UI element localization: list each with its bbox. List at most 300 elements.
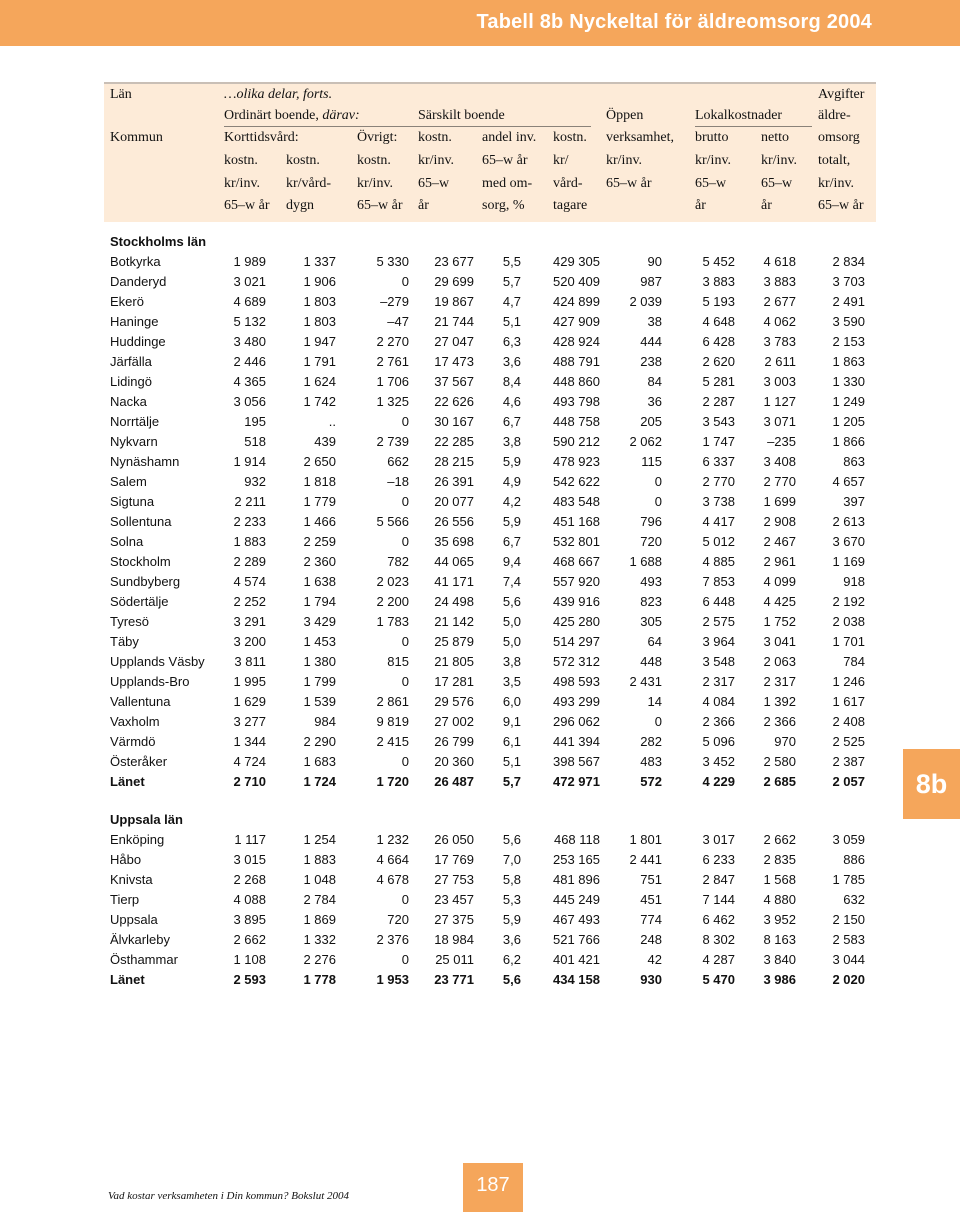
table-cell: 195	[244, 414, 266, 429]
table-cell: 451 168	[553, 514, 600, 529]
table-cell: 44 065	[434, 554, 474, 569]
kommun-name: Stockholm	[110, 554, 171, 569]
table-cell: 2 677	[763, 294, 796, 309]
header-c9r6: år	[761, 198, 772, 213]
header-c6r4: kr/	[553, 153, 569, 168]
table-cell: 1 117	[234, 832, 266, 847]
table-cell: 1 752	[763, 614, 796, 629]
table-cell: 2 761	[376, 354, 409, 369]
table-cell: 38	[647, 314, 662, 329]
table-cell: 3 840	[763, 952, 796, 967]
header-rule-lokal	[695, 126, 812, 127]
header-verksamhet: verksamhet,	[606, 130, 675, 145]
table-cell: 27 047	[434, 334, 474, 349]
table-cell: 27 375	[434, 912, 474, 927]
table-cell: 30 167	[434, 414, 474, 429]
kommun-name: Nacka	[110, 394, 147, 409]
table-cell: 84	[647, 374, 662, 389]
table-cell: 4 084	[702, 694, 735, 709]
table-cell: 1 914	[233, 454, 266, 469]
table-cell: 448 758	[553, 414, 600, 429]
table-cell: 2 200	[376, 594, 409, 609]
table-cell: 1 392	[763, 694, 796, 709]
header-ordinart	[224, 108, 360, 124]
header-c8r4: kr/inv.	[695, 153, 732, 168]
table-cell: 3,8	[502, 654, 521, 669]
table-cell: 3 003	[763, 374, 796, 389]
table-cell: 7 144	[702, 892, 735, 907]
kommun-name: Haninge	[110, 314, 159, 329]
kommun-name: Värmdö	[110, 734, 156, 749]
table-cell: 483	[640, 754, 662, 769]
table-cell: 26 391	[434, 474, 474, 489]
table-cell: 2 150	[832, 912, 865, 927]
table-cell: 3 670	[832, 534, 865, 549]
table-cell: 2 366	[763, 714, 796, 729]
table-cell: 2 580	[763, 754, 796, 769]
table-cell: 3 883	[702, 274, 735, 289]
table-cell: 2 431	[629, 674, 662, 689]
table-cell: 863	[843, 454, 865, 469]
kommun-name: Södertälje	[110, 594, 169, 609]
table-cell: 248	[640, 932, 662, 947]
table-cell: 3 277	[233, 714, 266, 729]
table-cell: 2 593	[233, 972, 266, 987]
table-cell: –235	[767, 434, 796, 449]
table-cell: 22 626	[434, 394, 474, 409]
table-cell: 720	[387, 912, 409, 927]
table-cell: 18 984	[434, 932, 474, 947]
table-cell: 0	[401, 892, 409, 907]
table-cell: 20 077	[434, 494, 474, 509]
table-cell: 557 920	[553, 574, 600, 589]
table-cell: 0	[401, 274, 409, 289]
table-cell: 7,4	[502, 574, 521, 589]
table-cell: 493	[640, 574, 662, 589]
table-cell: 9,4	[502, 554, 521, 569]
table-cell: 2 057	[832, 774, 865, 789]
table-cell: 987	[640, 274, 662, 289]
table-cell: 3 291	[233, 614, 266, 629]
header-kostn-a: kostn.	[418, 130, 452, 145]
table-cell: 2 290	[303, 734, 336, 749]
table-cell: 3 017	[702, 832, 735, 847]
header-c9r4: kr/inv.	[761, 153, 798, 168]
header-c7r4: kr/inv.	[606, 153, 643, 168]
table-cell: 3 895	[233, 912, 266, 927]
table-cell: 2 835	[763, 852, 796, 867]
group-header: Uppsala län	[110, 812, 183, 827]
header-c5r5: med om-	[482, 176, 533, 191]
table-cell: 4 657	[832, 474, 865, 489]
table-cell: 3 480	[233, 334, 266, 349]
table-cell: 514 297	[553, 634, 600, 649]
table-cell: 6 233	[702, 852, 735, 867]
header-c1r4: kostn.	[224, 153, 258, 168]
table-cell: 4 618	[763, 254, 796, 269]
table-cell: 9 819	[376, 714, 409, 729]
kommun-name: Nykvarn	[110, 434, 158, 449]
table-cell: 4 425	[763, 594, 796, 609]
kommun-name: Länet	[110, 774, 145, 789]
table-cell: 439	[314, 434, 336, 449]
table-cell: 1 791	[303, 354, 336, 369]
table-cell: 3 429	[303, 614, 336, 629]
table-cell: 8 163	[763, 932, 796, 947]
table-cell: 429 305	[553, 254, 600, 269]
kommun-name: Upplands-Bro	[110, 674, 190, 689]
table-cell: 1 127	[763, 394, 796, 409]
table-cell: 6,7	[502, 534, 521, 549]
table-cell: 478 923	[553, 454, 600, 469]
table-cell: 468 667	[553, 554, 600, 569]
table-cell: 930	[640, 972, 662, 987]
table-cell: 2 376	[376, 932, 409, 947]
table-cell: 1 720	[376, 774, 409, 789]
table-cell: 2 252	[233, 594, 266, 609]
table-cell: 0	[401, 414, 409, 429]
table-cell: 28 215	[434, 454, 474, 469]
table-cell: 498 593	[553, 674, 600, 689]
table-cell: 2 650	[303, 454, 336, 469]
table-cell: 2 063	[763, 654, 796, 669]
table-cell: 1 995	[233, 674, 266, 689]
header-oppen: Öppen	[606, 108, 644, 123]
table-cell: 7,0	[502, 852, 521, 867]
header-ordinart-darav: därav:	[322, 108, 360, 123]
table-cell: 0	[401, 674, 409, 689]
table-cell: 7 853	[702, 574, 735, 589]
table-cell: 1 883	[303, 852, 336, 867]
table-cell: 6,3	[502, 334, 521, 349]
table-cell: 3 041	[763, 634, 796, 649]
table-cell: 282	[640, 734, 662, 749]
table-cell: 1 783	[376, 614, 409, 629]
table-cell: 8 302	[702, 932, 735, 947]
table-cell: 1 617	[832, 694, 865, 709]
table-cell: 4 062	[763, 314, 796, 329]
table-cell: 2 491	[832, 294, 865, 309]
table-cell: 5 132	[233, 314, 266, 329]
header-c1r5: kr/inv.	[224, 176, 261, 191]
table-cell: 1 778	[303, 972, 336, 987]
table-cell: 253 165	[553, 852, 600, 867]
table-cell: 2 961	[763, 554, 796, 569]
table-cell: –18	[387, 474, 409, 489]
table-cell: 2 259	[303, 534, 336, 549]
table-cell: 1 048	[303, 872, 336, 887]
header-kostn-b: kostn.	[553, 130, 587, 145]
table-cell: 3 543	[702, 414, 735, 429]
table-cell: 483 548	[553, 494, 600, 509]
table-cell: 27 002	[434, 714, 474, 729]
table-cell: 5,7	[502, 274, 521, 289]
header-korttidsvard: Korttidsvård:	[224, 130, 299, 145]
table-cell: 815	[387, 654, 409, 669]
table-cell: 35 698	[434, 534, 474, 549]
table-cell: 20 360	[434, 754, 474, 769]
table-cell: 5,9	[502, 454, 521, 469]
table-cell: 1 801	[629, 832, 662, 847]
table-cell: 2 153	[832, 334, 865, 349]
table-cell: 1 989	[233, 254, 266, 269]
table-cell: 428 924	[553, 334, 600, 349]
table-cell: 0	[401, 952, 409, 967]
table-cell: 4 099	[763, 574, 796, 589]
table-cell: 532 801	[553, 534, 600, 549]
table-cell: 5,9	[502, 514, 521, 529]
table-cell: 782	[387, 554, 409, 569]
table-cell: 572 312	[553, 654, 600, 669]
kommun-name: Sigtuna	[110, 494, 155, 509]
table-cell: 41 171	[434, 574, 474, 589]
kommun-name: Huddinge	[110, 334, 166, 349]
table-cell: 9,1	[502, 714, 521, 729]
table-cell: 3 548	[702, 654, 735, 669]
header-c6r6: tagare	[553, 198, 588, 213]
table-cell: 2 270	[376, 334, 409, 349]
header-c2r6: dygn	[286, 198, 314, 213]
table-cell: 4 678	[376, 872, 409, 887]
table-cell: 424 899	[553, 294, 600, 309]
table-cell: 4,7	[502, 294, 521, 309]
table-cell: 2 446	[233, 354, 266, 369]
table-cell: 5 452	[702, 254, 735, 269]
table-cell: 518	[244, 434, 266, 449]
header-c2r5: kr/vård-	[286, 176, 332, 191]
table-cell: 2 317	[763, 674, 796, 689]
table-cell: 3 986	[763, 972, 796, 987]
table-cell: 3 452	[702, 754, 735, 769]
table-cell: 1 205	[832, 414, 865, 429]
table-cell: 1 794	[303, 594, 336, 609]
table-cell: 4 365	[233, 374, 266, 389]
header-c7r5: 65–w år	[606, 176, 652, 191]
header-andel-inv: andel inv.	[482, 130, 537, 145]
table-cell: 2 613	[832, 514, 865, 529]
kommun-name: Sollentuna	[110, 514, 172, 529]
kommun-name: Håbo	[110, 852, 142, 867]
table-cell: 796	[640, 514, 662, 529]
table-cell: 427 909	[553, 314, 600, 329]
table-cell: 26 556	[434, 514, 474, 529]
table-cell: 823	[640, 594, 662, 609]
table-cell: 632	[843, 892, 865, 907]
table-cell: 4 689	[233, 294, 266, 309]
table-cell: 2 415	[376, 734, 409, 749]
header-c8r6: år	[695, 198, 706, 213]
table-cell: 2 847	[702, 872, 735, 887]
kommun-name: Tyresö	[110, 614, 150, 629]
table-cell: 5,7	[502, 774, 521, 789]
table-cell: 3 056	[233, 394, 266, 409]
table-cell: 6,1	[502, 734, 521, 749]
table-cell: 3 883	[763, 274, 796, 289]
table-cell: 2 620	[702, 354, 735, 369]
table-cell: 590 212	[553, 434, 600, 449]
table-cell: 439 916	[553, 594, 600, 609]
table-cell: 3,5	[502, 674, 521, 689]
table-cell: 444	[640, 334, 662, 349]
table-cell: 1 803	[303, 314, 336, 329]
table-cell: 5 193	[702, 294, 735, 309]
header-brutto: brutto	[695, 130, 729, 145]
table-cell: 0	[401, 634, 409, 649]
table-cell: 1 629	[233, 694, 266, 709]
kommun-name: Vaxholm	[110, 714, 160, 729]
table-cell: 0	[654, 494, 662, 509]
table-cell: 2 611	[764, 354, 796, 369]
header-omsorg: omsorg	[818, 130, 860, 145]
table-cell: 305	[640, 614, 662, 629]
table-cell: 90	[647, 254, 662, 269]
table-cell: 5,0	[502, 634, 521, 649]
table-cell: 970	[774, 734, 796, 749]
header-c3r5: kr/inv.	[357, 176, 394, 191]
table-cell: 932	[244, 474, 266, 489]
table-cell: 2 834	[832, 254, 865, 269]
kommun-name: Östhammar	[110, 952, 178, 967]
table-cell: 115	[641, 454, 662, 469]
table-cell: 1 539	[303, 694, 336, 709]
header-rule-sarskilt	[418, 126, 588, 127]
table-cell: 0	[401, 754, 409, 769]
table-cell: 2 739	[376, 434, 409, 449]
table-cell: 2 366	[702, 714, 735, 729]
table-cell: 4,2	[502, 494, 521, 509]
table-cell: 397	[843, 494, 865, 509]
table-cell: 2 710	[233, 774, 266, 789]
table-cell: 1 747	[702, 434, 735, 449]
table-cell: 1 568	[763, 872, 796, 887]
table-cell: 1 742	[303, 394, 336, 409]
kommun-name: Norrtälje	[110, 414, 160, 429]
table-cell: 1 863	[832, 354, 865, 369]
table-cell: 4 885	[702, 554, 735, 569]
table-cell: 448	[640, 654, 662, 669]
header-c10r6: 65–w år	[818, 198, 864, 213]
header-c3r6: 65–w år	[357, 198, 403, 213]
table-cell: 2 662	[763, 832, 796, 847]
table-cell: 6 448	[702, 594, 735, 609]
table-cell: 5 566	[376, 514, 409, 529]
table-cell: 441 394	[553, 734, 600, 749]
header-olika-delar: …olika delar, forts.	[224, 87, 333, 102]
table-cell: 1 337	[303, 254, 336, 269]
table-cell: 2 387	[832, 754, 865, 769]
table-cell: 2 023	[376, 574, 409, 589]
table-cell: 21 142	[434, 614, 474, 629]
table-cell: 26 799	[434, 734, 474, 749]
table-cell: –47	[387, 314, 409, 329]
header-c4r4: kr/inv.	[418, 153, 455, 168]
table-cell: 26 487	[434, 774, 474, 789]
page-number: 187	[463, 1163, 523, 1212]
table-cell: 23 771	[434, 972, 474, 987]
table-cell: 2 317	[702, 674, 735, 689]
kommun-name: Sundbyberg	[110, 574, 181, 589]
kommun-name: Tierp	[110, 892, 140, 907]
table-cell: 3 200	[233, 634, 266, 649]
header-netto: netto	[761, 130, 789, 145]
table-cell: 5,8	[502, 872, 521, 887]
title-bar	[0, 0, 960, 46]
table-cell: 401 421	[553, 952, 600, 967]
table-cell: 205	[640, 414, 662, 429]
table-cell: 1 232	[376, 832, 409, 847]
table-cell: 1 624	[303, 374, 336, 389]
header-c1r6: 65–w år	[224, 198, 270, 213]
kommun-name: Knivsta	[110, 872, 153, 887]
table-cell: 1 906	[303, 274, 336, 289]
table-cell: 3 408	[763, 454, 796, 469]
table-cell: 1 683	[303, 754, 336, 769]
header-c10r5: kr/inv.	[818, 176, 855, 191]
table-cell: ..	[328, 414, 336, 429]
table-cell: 1 344	[233, 734, 266, 749]
table-cell: 64	[647, 634, 662, 649]
table-cell: 24 498	[434, 594, 474, 609]
table-cell: 14	[647, 694, 662, 709]
table-cell: 2 287	[702, 394, 735, 409]
table-cell: 1 325	[376, 394, 409, 409]
table-cell: 22 285	[434, 434, 474, 449]
table-cell: 1 785	[832, 872, 865, 887]
table-cell: 3,8	[502, 434, 521, 449]
table-cell: 1 947	[303, 334, 336, 349]
table-cell: 1 638	[303, 574, 336, 589]
table-cell: 1 869	[303, 912, 336, 927]
table-cell: 2 662	[233, 932, 266, 947]
table-cell: 2 276	[303, 952, 336, 967]
header-ovrigt: Övrigt:	[357, 130, 398, 145]
table-cell: 296 062	[553, 714, 600, 729]
table-cell: 6 462	[702, 912, 735, 927]
table-cell: 1 706	[376, 374, 409, 389]
table-cell: 1 803	[303, 294, 336, 309]
header-ordinart-text: Ordinärt boende,	[224, 108, 323, 123]
kommun-name: Österåker	[110, 754, 168, 769]
kommun-name: Nynäshamn	[110, 454, 180, 469]
table-cell: 1 330	[832, 374, 865, 389]
header-c4r5: 65–w	[418, 176, 450, 191]
table-cell: 4 574	[233, 574, 266, 589]
table-cell: 520 409	[553, 274, 600, 289]
table-cell: 2 685	[763, 774, 796, 789]
table-cell: 572	[640, 774, 662, 789]
header-sarskilt: Särskilt boende	[418, 108, 505, 123]
table-cell: 1 818	[303, 474, 336, 489]
header-c8r5: 65–w	[695, 176, 727, 191]
table-cell: 3 703	[832, 274, 865, 289]
group-header: Stockholms län	[110, 234, 207, 249]
table-cell: 521 766	[553, 932, 600, 947]
table-cell: 29 699	[434, 274, 474, 289]
table-cell: 2 467	[763, 534, 796, 549]
table-cell: 398 567	[553, 754, 600, 769]
table-cell: 3 738	[702, 494, 735, 509]
kommun-name: Enköping	[110, 832, 165, 847]
table-cell: 2 038	[832, 614, 865, 629]
table-cell: 2 039	[629, 294, 662, 309]
table-cell: 774	[640, 912, 662, 927]
chapter-tab: 8b	[903, 749, 960, 819]
table-cell: 1 254	[303, 832, 336, 847]
table-cell: 5,6	[502, 832, 521, 847]
table-cell: 8,4	[502, 374, 521, 389]
header-aldre: äldre-	[818, 108, 851, 123]
table-cell: 662	[387, 454, 409, 469]
